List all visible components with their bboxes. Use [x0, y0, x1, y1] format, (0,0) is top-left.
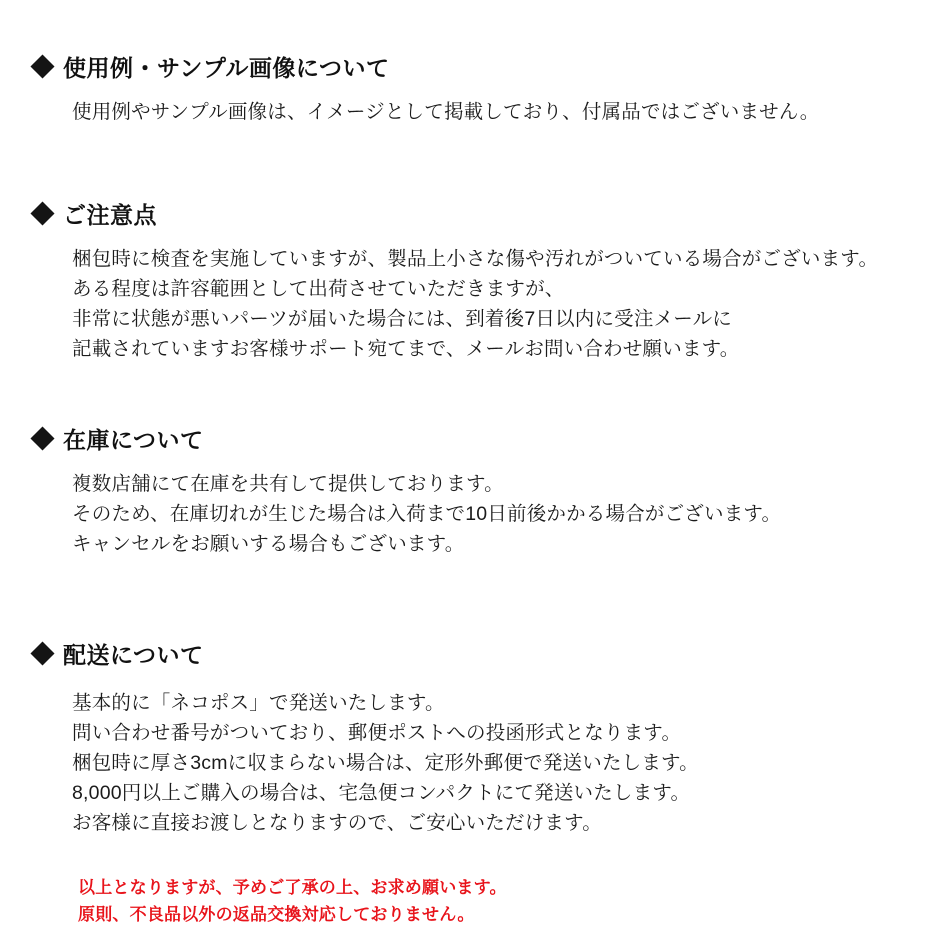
body-line: 使用例やサンプル画像は、イメージとして掲載しており、付属品ではございません。 — [72, 101, 820, 123]
body-line: お客様に直接お渡しとなりますので、ご安心いただけます。 — [72, 812, 602, 834]
section-heading — [30, 50, 920, 83]
section-body — [30, 469, 920, 559]
section-stock — [30, 422, 920, 559]
section-title: 使用例・サンプル画像について — [63, 55, 390, 81]
section-heading — [30, 422, 920, 455]
diamond-bullet-icon — [30, 54, 54, 78]
diamond-bullet-icon — [30, 201, 54, 225]
section-body — [30, 97, 920, 127]
diamond-bullet-icon — [30, 426, 54, 450]
section-title: 配送について — [63, 642, 204, 668]
section-body — [30, 244, 920, 364]
diamond-bullet-icon — [30, 641, 54, 665]
body-line: 複数店舗にて在庫を共有して提供しております。 — [72, 473, 504, 495]
body-line: そのため、在庫切れが生じた場合は入荷まで10日前後かかる場合がございます。 — [72, 503, 782, 525]
body-line: 記載されていますお客様サポート宛てまで、メールお問い合わせ願います。 — [72, 338, 740, 360]
body-line: 基本的に「ネコポス」で発送いたします。 — [72, 692, 445, 714]
final-notice — [30, 874, 920, 928]
section-body — [30, 688, 920, 838]
notice-line: 以上となりますが、予めご了承の上、お求め願います。 — [78, 878, 507, 897]
body-line: キャンセルをお願いする場合もございます。 — [72, 533, 465, 555]
body-line: 非常に状態が悪いパーツが届いた場合には、到着後7日以内に受注メールに — [72, 308, 732, 330]
section-sample-images — [30, 50, 920, 127]
section-title: 在庫について — [63, 427, 204, 453]
body-line: 問い合わせ番号がついており、郵便ポストへの投函形式となります。 — [72, 722, 682, 744]
section-heading — [30, 637, 920, 670]
section-caution — [30, 197, 920, 364]
body-line: ある程度は許容範囲として出荷させていただきますが、 — [72, 278, 565, 300]
section-heading — [30, 197, 920, 230]
body-line: 8,000円以上ご購入の場合は、宅急便コンパクトにて発送いたします。 — [72, 782, 691, 804]
body-line: 梱包時に厚さ3cmに収まらない場合は、定形外郵便で発送いたします。 — [72, 752, 699, 774]
notice-line: 原則、不良品以外の返品交換対応しておりません。 — [78, 905, 475, 924]
section-shipping — [30, 637, 920, 838]
body-line: 梱包時に検査を実施していますが、製品上小さな傷や汚れがついている場合がございます。 — [72, 248, 879, 270]
section-title: ご注意点 — [63, 202, 157, 228]
